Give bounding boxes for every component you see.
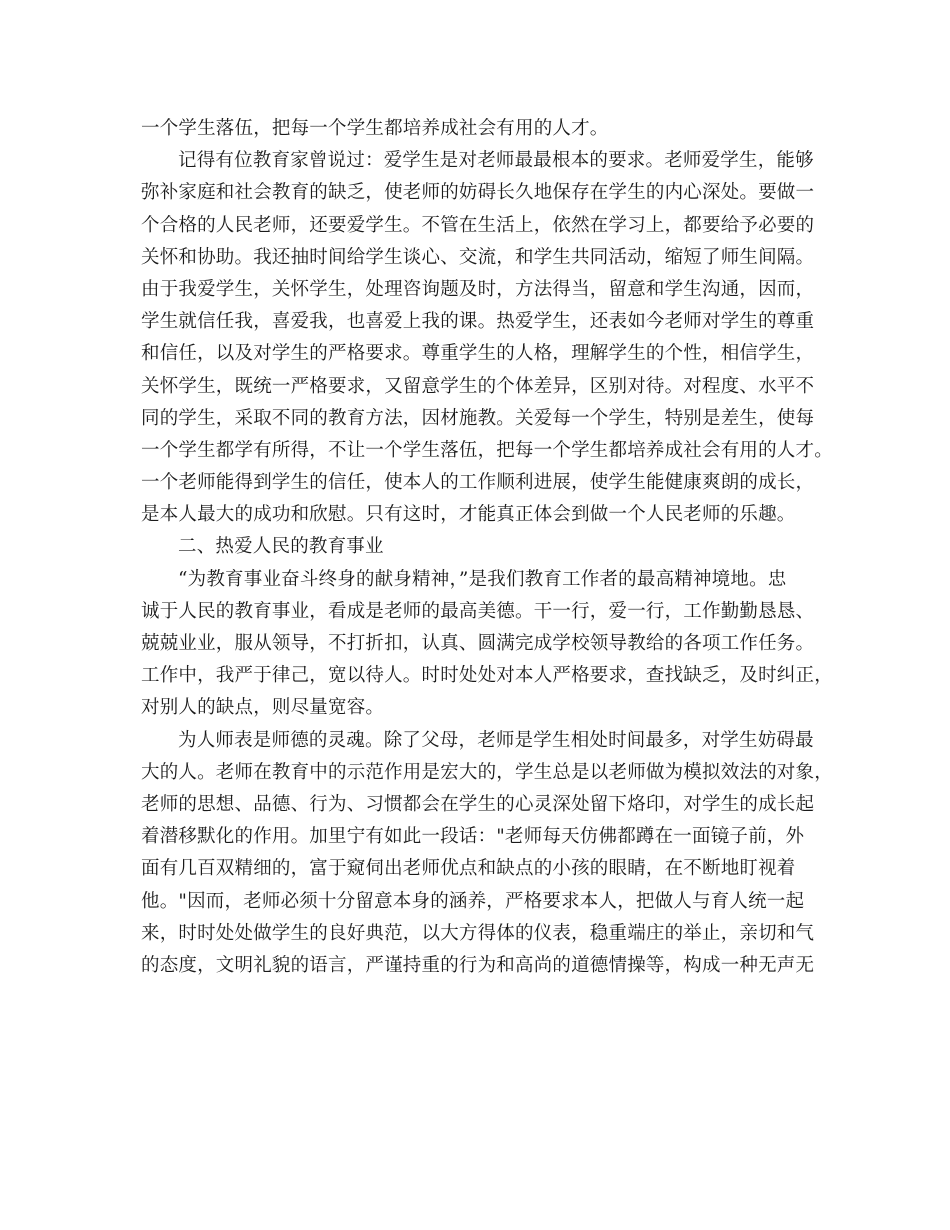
text-line: 一个学生都学有所得，不让一个学生落伍，把每一个学生都培养成社会有用的人才。 bbox=[141, 439, 833, 461]
text-line: 为人师表是师德的灵魂。除了父母，老师是学生相处时间最多，对学生妨碍最 bbox=[178, 729, 814, 751]
text-line: 弥补家庭和社会教育的缺乏，使老师的妨碍长久地保存在学生的内心深处。要做一 bbox=[141, 182, 815, 204]
text-line: 对别人的缺点，则尽量宽容。 bbox=[141, 697, 385, 719]
body-text bbox=[141, 113, 833, 982]
text-line: 着潜移默化的作用。加里宁有如此一段话："老师每天仿佛都蹲在一面镜子前，外 bbox=[141, 826, 805, 848]
text-line: 工作中，我严于律己，宽以待人。时时处处对本人严格要求，查找缺乏，及时纠正， bbox=[141, 665, 833, 687]
text-line: 诚于人民的教育事业，看成是老师的最高美德。干一行，爱一行，工作勤勤恳恳、 bbox=[141, 600, 815, 622]
text-line: 的态度，文明礼貌的语言，严谨持重的行为和高尚的道德情操等，构成一种无声无 bbox=[141, 954, 815, 976]
text-line: 一个老师能得到学生的信任，使本人的工作顺利进展，使学生能健康爽朗的成长， bbox=[141, 472, 815, 494]
text-line: 二、热爱人民的教育事业 bbox=[178, 536, 384, 558]
text-line: “为教育事业奋斗终身的献身精神，”是我们教育工作者的最高精神境地。忠 bbox=[178, 568, 787, 590]
text-line: 关怀学生，既统一严格要求，又留意学生的个体差异，区别对待。对程度、水平不 bbox=[141, 375, 815, 397]
text-line: 面有几百双精细的，富于窥伺出老师优点和缺点的小孩的眼睛，在不断地盯视着 bbox=[141, 858, 796, 880]
text-line: 由于我爱学生，关怀学生，处理咨询题及时，方法得当，留意和学生沟通，因而， bbox=[141, 278, 815, 300]
text-line: 学生就信任我，喜爱我，也喜爱上我的课。热爱学生，还表如今老师对学生的尊重 bbox=[141, 311, 815, 333]
text-line: 关怀和协助。我还抽时间给学生谈心、交流，和学生共同活动，缩短了师生间隔。 bbox=[141, 246, 815, 268]
text-line: 他。"因而，老师必须十分留意本身的涵养，严格要求本人，把做人与育人统一起 bbox=[141, 890, 805, 912]
text-line: 个合格的人民老师，还要爱学生。不管在生活上，依然在学习上，都要给予必要的 bbox=[141, 214, 815, 236]
text-line: 一个学生落伍，把每一个学生都培养成社会有用的人才。 bbox=[141, 118, 609, 139]
text-line: 记得有位教育家曾说过：爱学生是对老师最最根本的要求。老师爱学生，能够 bbox=[178, 150, 814, 172]
text-line: 兢兢业业，服从领导，不打折扣，认真、圆满完成学校领导教给的各项工作任务。 bbox=[141, 633, 815, 654]
text-line: 来，时时处处做学生的良好典范，以大方得体的仪表，稳重端庄的举止，亲切和气 bbox=[141, 922, 815, 944]
text-line: 老师的思想、品德、行为、习惯都会在学生的心灵深处留下烙印，对学生的成长起 bbox=[141, 793, 815, 815]
text-line: 是本人最大的成功和欣慰。只有这时，才能真正体会到做一个人民老师的乐趣。 bbox=[141, 504, 796, 526]
text-line: 同的学生，采取不同的教育方法，因材施教。关爱每一个学生，特别是差生，使每 bbox=[141, 407, 815, 429]
text-line: 和信任，以及对学生的严格要求。尊重学生的人格，理解学生的个性，相信学生， bbox=[141, 343, 815, 365]
text-line: 大的人。老师在教育中的示范作用是宏大的，学生总是以老师做为模拟效法的对象， bbox=[141, 761, 833, 783]
